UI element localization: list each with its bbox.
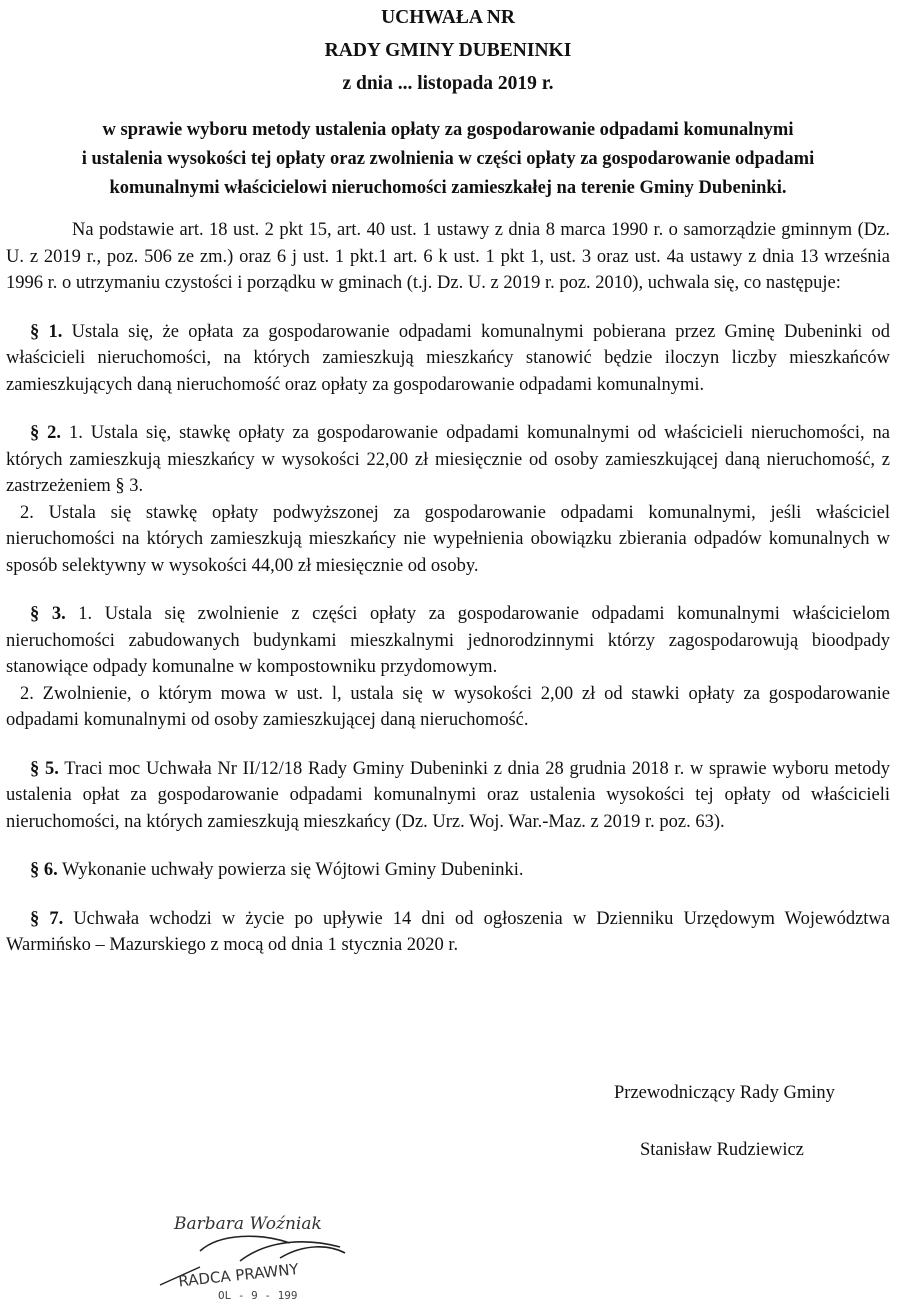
section-text: 1. Ustala się, stawkę opłaty za gospodarowanie odpadami komunalnymi od właścicieli nieruchomości, na których zamieszkują mieszkańcy w wysokości 22,00 zł miesięcznie od osoby zamieszkującej daną nieruchomość, z zastrzeżeniem § 3. bbox=[6, 423, 891, 496]
subject-line: komunalnymi właścicielowi nieruchomości zamieszkałej na terenie Gminy Dubeninki. bbox=[109, 178, 787, 198]
section-1 bbox=[6, 319, 890, 399]
section-mark: § 3. bbox=[30, 604, 66, 624]
chairman-role: Przewodniczący Rady Gminy bbox=[614, 1083, 835, 1103]
section-5 bbox=[6, 756, 890, 836]
section-3-point-1 bbox=[6, 601, 890, 681]
section-mark: § 2. bbox=[30, 423, 62, 443]
stamp-number: OL - 9 - 199 bbox=[218, 1289, 298, 1302]
section-mark: § 5. bbox=[30, 758, 59, 779]
subject-line: i ustalenia wysokości tej opłaty oraz zwolnienia w części opłaty za gospodarowanie odpadami bbox=[81, 149, 815, 169]
stamp-name: Barbara Woźniak bbox=[174, 1214, 322, 1234]
section-3-point-2: 2. Zwolnienie, o którym mowa w ust. l, ustala się w wysokości 2,00 zł od stawki opłaty za gospodarowanie odpadami komunalnymi od osoby zamieszkującej daną nieruchomość. bbox=[6, 683, 890, 730]
section-text: Traci moc Uchwała Nr II/12/18 Rady Gminy Dubeninki z dnia 28 grudnia 2018 r. w sprawie wyboru metody ustalenia opłat za gospodarowanie odpadami komunalnymi oraz ustalenia wysokości tej opłaty od właścicieli nieruchomości, na których zamieszkują mieszkańcy (Dz. Urz. Woj. War.-Maz. z 2019 r. poz. 63). bbox=[6, 758, 891, 832]
section-mark: § 7. bbox=[30, 908, 64, 929]
subject-line: w sprawie wyboru metody ustalenia opłaty za gospodarowanie odpadami komunalnymi bbox=[102, 120, 794, 140]
resolution-date: z dnia ... listopada 2019 r. bbox=[342, 73, 554, 94]
section-2-point-1 bbox=[6, 420, 890, 500]
document-page bbox=[6, 0, 890, 1309]
section-mark: § 6. bbox=[30, 860, 58, 880]
stamp-title: RADCA PRAWNY bbox=[177, 1259, 300, 1291]
section-7 bbox=[6, 906, 890, 959]
section-text: Uchwała wchodzi w życie po upływie 14 dni od ogłoszenia w Dzienniku Urzędowym Województwa Warmińsko – Mazurskiego z mocą od dnia 1 stycznia 2020 r. bbox=[6, 908, 890, 955]
section-6 bbox=[6, 857, 890, 884]
section-2-point-2: 2. Ustala się stawkę opłaty podwyższonej za gospodarowanie odpadami komunalnymi, jeśli właściciel nieruchomości na których zamieszkują mieszkańcy nie wypełnienia obowiązku zbierania odpadów komunalnych w sposób selektywny w wysokości 44,00 zł miesięcznie od osoby. bbox=[6, 502, 890, 576]
chairman-name: Stanisław Rudziewicz bbox=[640, 1140, 804, 1160]
section-text: Ustala się, że opłata za gospodarowanie odpadami komunalnymi pobierana przez Gminę Dubeninki od właścicieli nieruchomości, na których zamieszkują mieszkańcy stanowić będzie iloczyn liczby mieszkańców zamieszkujących daną nieruchomość oraz opłaty za gospodarowanie odpadami komunalnymi. bbox=[6, 321, 890, 395]
council-name: RADY GMINY DUBENINKI bbox=[324, 40, 572, 61]
legal-advisor-stamp-icon bbox=[140, 1203, 380, 1303]
legal-basis: Na podstawie art. 18 ust. 2 pkt 15, art. 40 ust. 1 ustawy z dnia 8 marca 1990 r. o samorządzie gminnym (Dz. U. z 2019 r., poz. 506 ze zm.) oraz 6 j ust. 1 pkt.1 art. 6 k ust. 1 pkt 1, ust. 3 oraz ust. 4a ustawy z dnia 13 września 1996 r. o utrzymaniu czystości i porządku w gminach (t.j. Dz. U. z 2019 r. poz. 2010), uchwala się, co następuje: bbox=[6, 220, 890, 293]
section-mark: § 1. bbox=[30, 321, 63, 342]
resolution-subject bbox=[6, 116, 890, 203]
resolution-number: UCHWAŁA NR bbox=[381, 7, 515, 28]
section-text: Wykonanie uchwały powierza się Wójtowi Gminy Dubeninki. bbox=[62, 860, 524, 880]
section-text: 1. Ustala się zwolnienie z części opłaty za gospodarowanie odpadami komunalnymi właścicielom nieruchomości zabudowanych budynkami mieszkalnymi jednorodzinnymi którzy zagospodarowują bioodpady stanowiące odpady komunalne w kompostowniku przydomowym. bbox=[6, 604, 891, 677]
